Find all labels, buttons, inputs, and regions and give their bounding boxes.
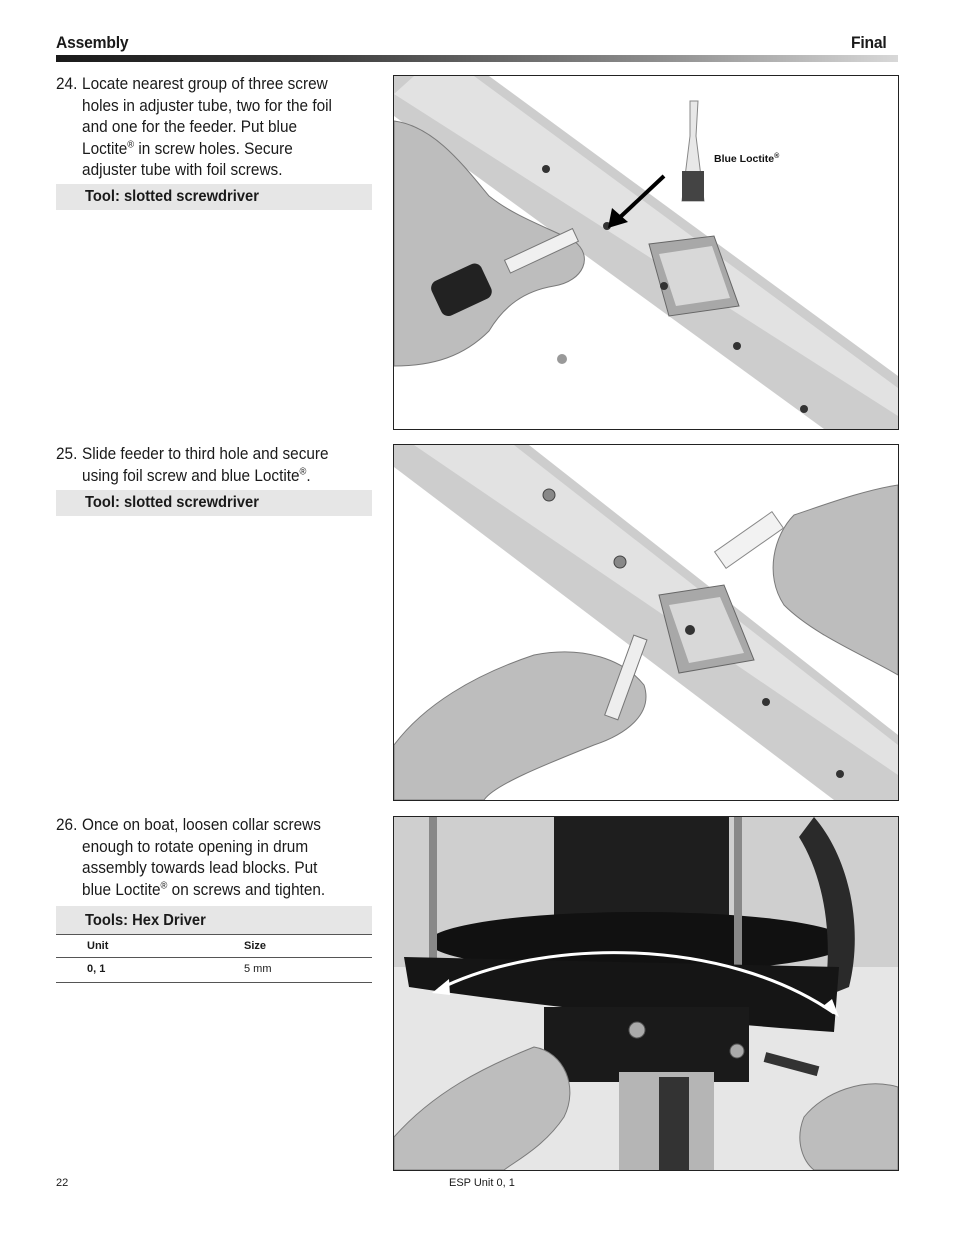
- step-24: [56, 74, 350, 182]
- tool-bar-26: [56, 906, 372, 934]
- column-header-unit: Unit: [87, 940, 109, 952]
- page-number: 22: [56, 1177, 69, 1189]
- step-number: 26.: [56, 816, 78, 834]
- tool-label: Tool: slotted screwdriver: [85, 494, 259, 511]
- tool-label: Tool: slotted screwdriver: [85, 188, 259, 205]
- step-text: Slide feeder to third hole and secure using foil screw and blue Loctite®.: [82, 445, 329, 485]
- photo-step-25: [393, 444, 899, 801]
- step-26: [56, 815, 350, 901]
- header-rule: [56, 55, 898, 62]
- photo-step-24: [393, 75, 899, 430]
- loctite-callout: Blue Loctite®: [714, 153, 780, 165]
- step-number: 25.: [56, 445, 78, 463]
- hex-driver-table: [56, 934, 372, 983]
- status-label: Final: [851, 33, 887, 52]
- tool-bar-25: [56, 490, 372, 516]
- cell-unit: 0, 1: [87, 963, 106, 975]
- step-25: [56, 444, 350, 487]
- table-row: [56, 958, 372, 983]
- document-name: ESP Unit 0, 1: [449, 1177, 515, 1189]
- section-title: Assembly: [56, 33, 129, 52]
- tool-bar-24: [56, 184, 372, 210]
- cell-size: 5 mm: [244, 963, 272, 975]
- step-text: Once on boat, loosen collar screws enough to rotate opening in drum assembly towards lead blocks. Put blue Loctite® on screws and tighten.: [82, 816, 326, 899]
- column-header-size: Size: [244, 940, 267, 952]
- tool-label: Tools: Hex Driver: [85, 912, 206, 929]
- step-text: Locate nearest group of three screw holes in adjuster tube, two for the foil and one for the feeder. Put blue Loctite® in screw holes. Secure adjuster tube with foil screws.: [82, 75, 332, 179]
- step-number: 24.: [56, 75, 78, 93]
- table-header-row: [56, 934, 372, 958]
- photo-step-26: [393, 816, 899, 1171]
